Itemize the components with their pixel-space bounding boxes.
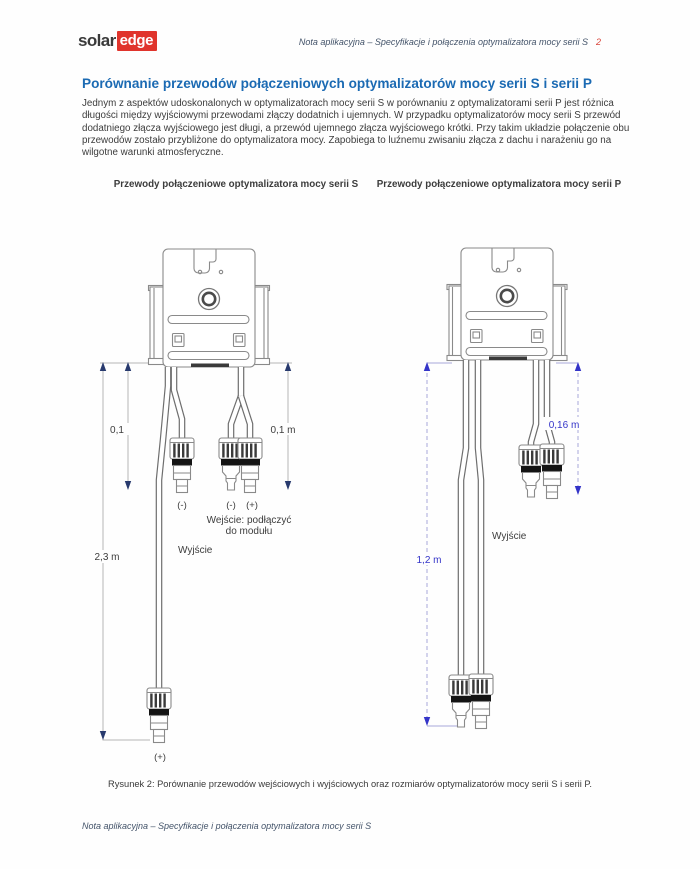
connector-p-output-pos	[469, 674, 493, 729]
dimension-lines-p	[424, 362, 581, 726]
figure-label-series-p: Przewody połączeniowe optymalizatora mocy serii P	[376, 179, 622, 190]
dim-label-s-long: 2,3 m	[94, 552, 120, 563]
figure-diagram	[0, 228, 700, 775]
body-paragraph: Jednym z aspektów udoskonalonych w optymalizatorach mocy serii S w porównaniu z optymalizatorami serii P jest różnica długości między wyjściowymi przewodami złączy dodatnich i ujemnych. W przypadku optymalizatorów mocy serii S przewód dodatniego złącza wyjściowego jest długi, a przewód ujemnego złącza wyjściowego krótki. Przy takim układzie połączenie obu przewodów zostało przybliżone do optymalizatora mocy. Zapobiega to luźnemu zwisaniu złącza z dachu i narażeniu go na wilgotne warunki atmosferyczne.	[82, 98, 630, 159]
input-note-line1: Wejście: podłączyć	[206, 515, 292, 526]
optimizer-p-cables	[461, 360, 552, 676]
connector-p-input-pos	[540, 444, 564, 499]
optimizer-s-diagram	[94, 249, 299, 763]
page-number: 2	[595, 37, 601, 47]
dim-label-s-short-m: 0,1 m	[270, 425, 296, 436]
optimizer-s-body	[149, 249, 270, 367]
input-note-line2: do modułu	[225, 526, 273, 537]
logo-edge-badge: edge	[117, 31, 157, 51]
connector-s-input-pos	[238, 438, 262, 493]
footer-doc-title: Nota aplikacyjna – Specyfikacje i połączenia optymalizatora mocy serii S	[82, 821, 372, 831]
section-heading: Porównanie przewodów połączeniowych optymalizatorów mocy serii S i serii P	[82, 76, 592, 91]
logo-solar-text: solar	[78, 31, 116, 50]
dim-label-p-input: 0,16 m	[548, 420, 580, 431]
header-doc-title: Nota aplikacyjna – Specyfikacje i połączenia optymalizatora mocy serii S	[298, 37, 588, 47]
connector-s-short-output	[170, 438, 194, 493]
output-label-p: Wyjście	[492, 531, 527, 542]
figure-caption: Rysunek 2: Porównanie przewodów wejściowych i wyjściowych oraz rozmiarów optymalizatorów mocy serii S i serii P.	[108, 779, 592, 789]
dim-label-p-output: 1,2 m	[416, 555, 442, 566]
optimizer-p-diagram	[411, 248, 585, 729]
connector-p-input-neg	[519, 445, 543, 497]
dim-label-s-short: 0,1	[110, 425, 124, 436]
polarity-label-s-input-neg: (-)	[226, 500, 236, 511]
connector-s-long-output	[147, 688, 171, 743]
header-running-title	[299, 37, 601, 47]
output-label-s: Wyjście	[178, 545, 213, 556]
polarity-label-s-input-pos: (+)	[246, 500, 258, 511]
polarity-label-s-long-output: (+)	[154, 752, 166, 763]
polarity-label-s-short-output: (-)	[177, 500, 187, 511]
solaredge-logo	[78, 31, 157, 51]
figure-label-series-s: Przewody połączeniowe optymalizatora mocy serii S	[113, 179, 359, 190]
optimizer-p-body	[447, 248, 567, 361]
